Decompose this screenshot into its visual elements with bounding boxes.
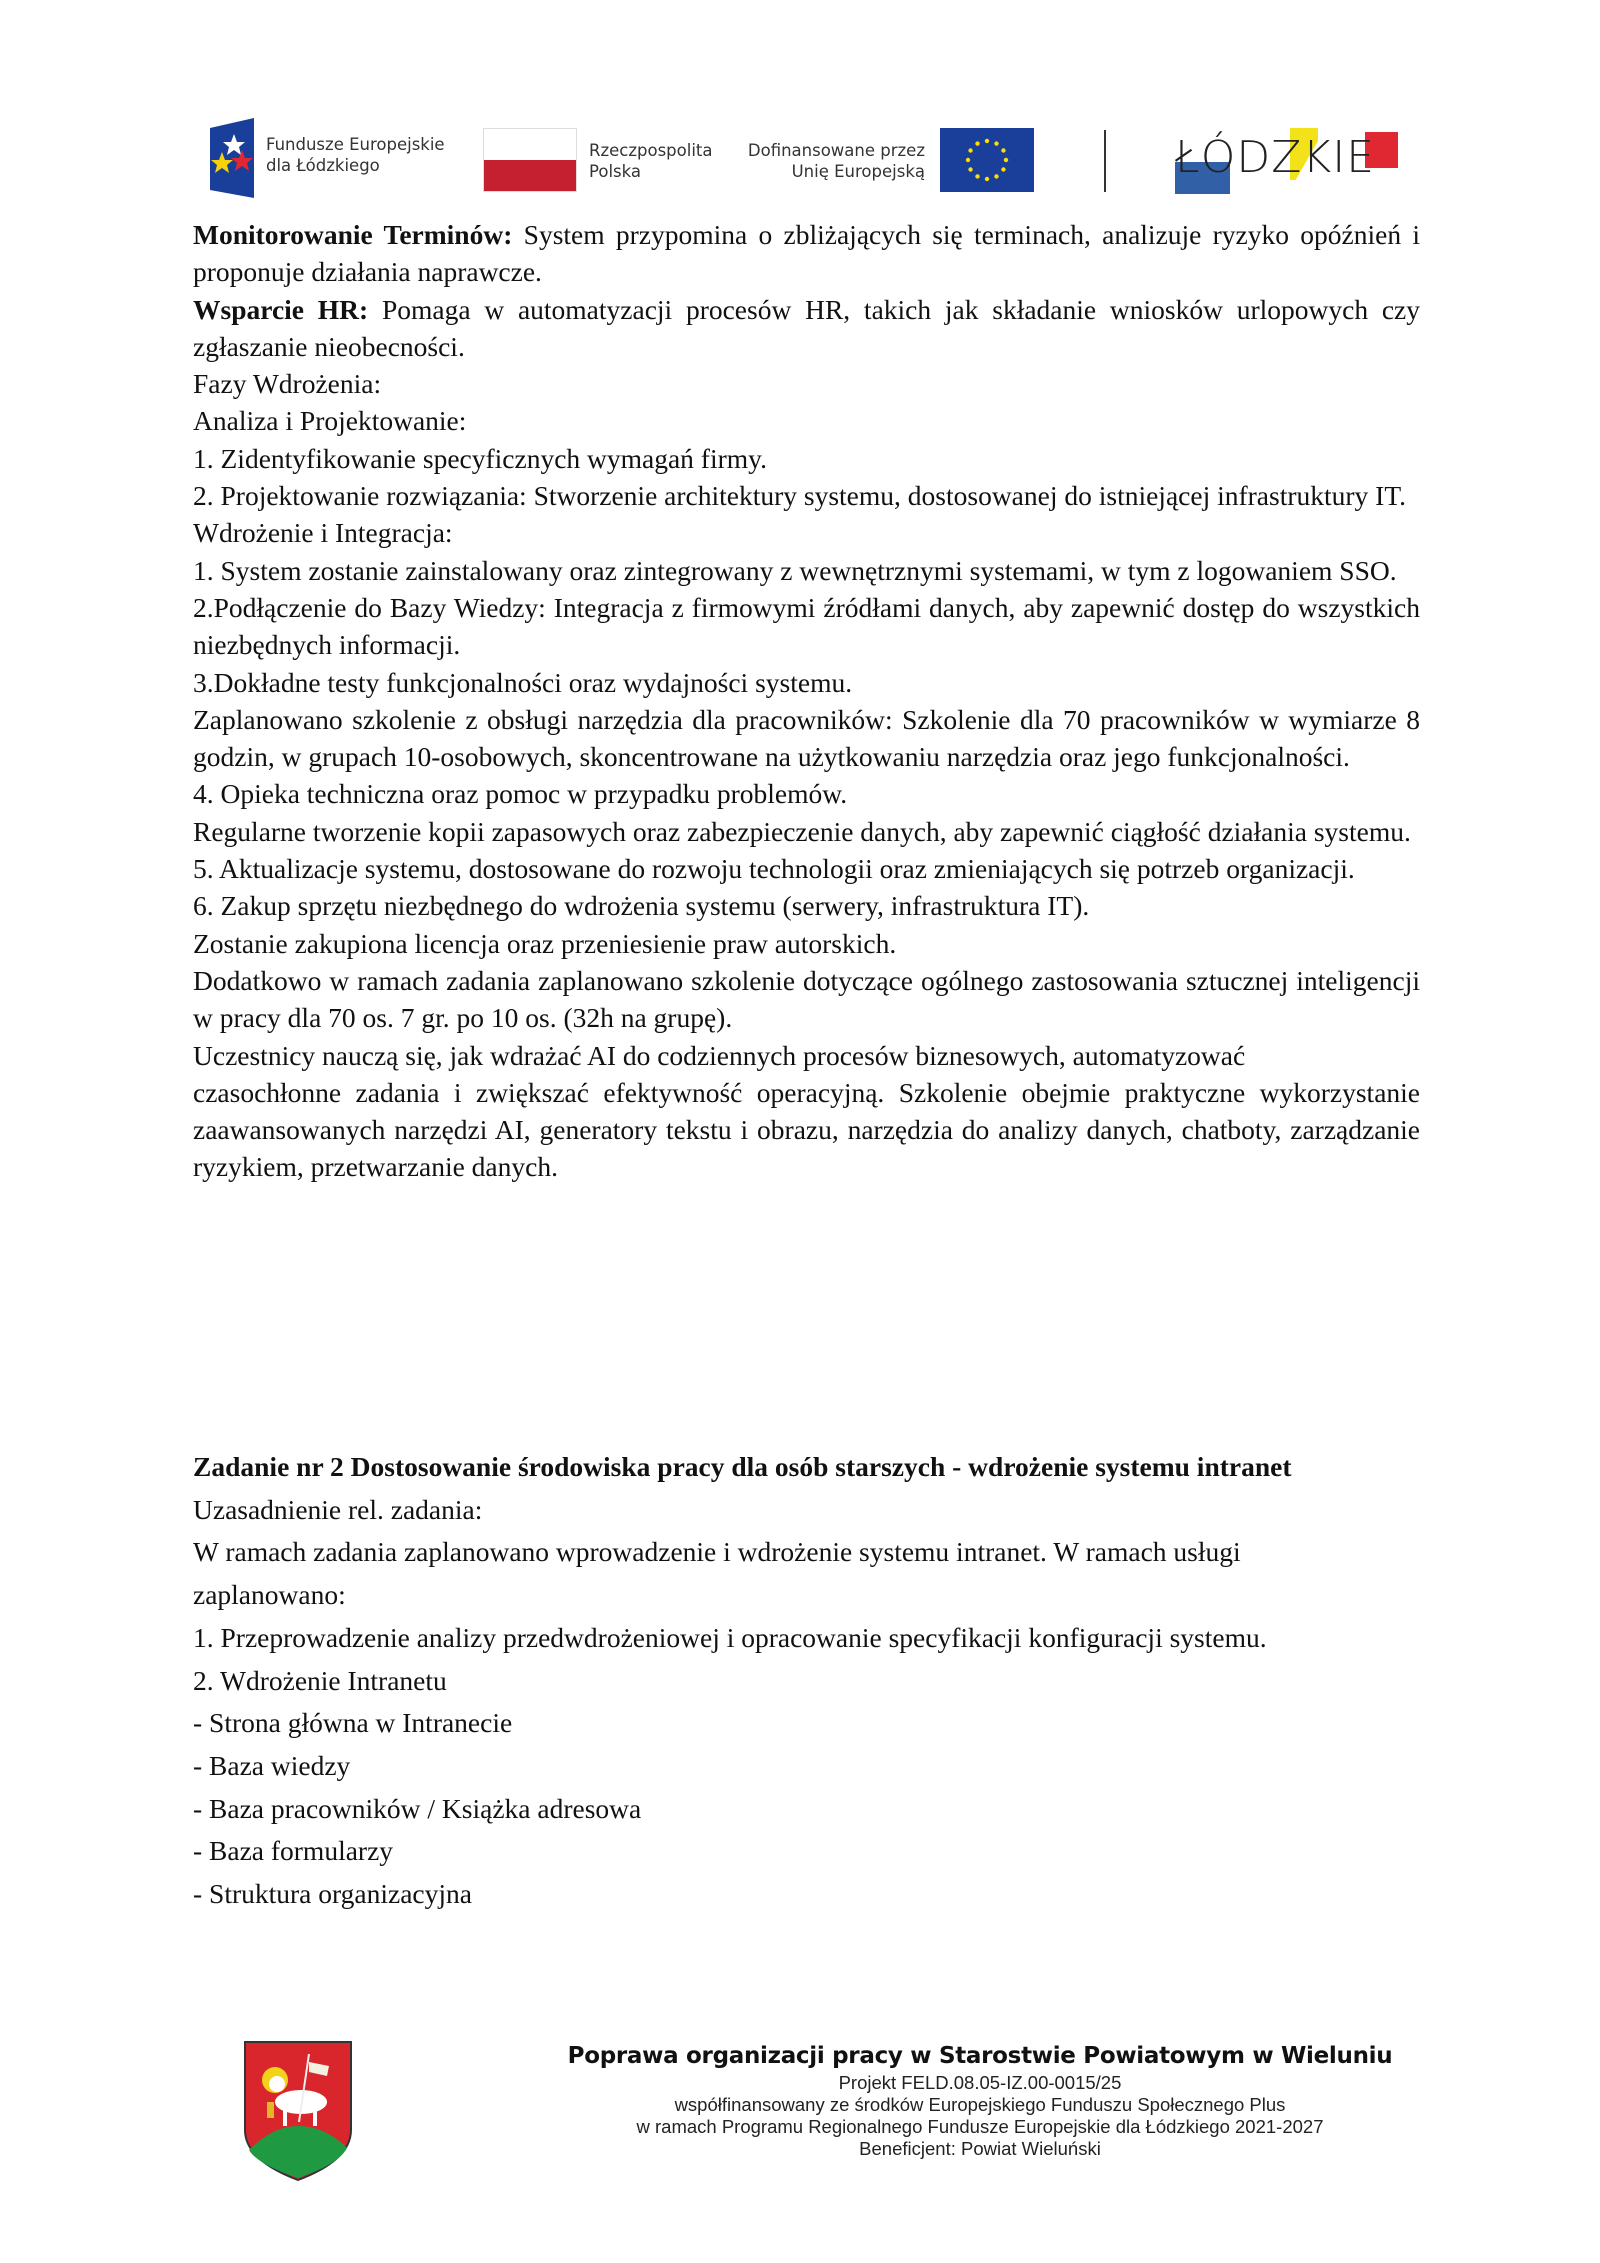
paragraph: zaplanowano:	[193, 1579, 346, 1611]
footer-cofinanced: współfinansowany ze środków Europejskiego Funduszu Społecznego Plus	[674, 2094, 1286, 2115]
subheading-wdrozenie: Wdrożenie i Integracja:	[193, 517, 453, 549]
section-2-body	[193, 1446, 1420, 1916]
fe-logo-line1: Fundusze Europejskie	[266, 135, 445, 154]
eu-star-icon	[994, 141, 998, 145]
eu-logo-text	[745, 140, 925, 182]
eu-star-icon	[975, 141, 979, 145]
list-item: 1. Przeprowadzenie analizy przedwdrożeniowej i opracowanie specyfikacji konfiguracji systemu.	[193, 1621, 1267, 1653]
subheading-fazy: Fazy Wdrożenia:	[193, 368, 382, 400]
list-item: 6. Zakup sprzętu niezbędnego do wdrożenia systemu (serwery, infrastruktura IT).	[193, 890, 1090, 922]
eu-flag-icon	[940, 128, 1034, 192]
eu-logo-line1: Dofinansowane przez	[747, 141, 925, 160]
list-item: - Baza pracowników / Książka adresowa	[193, 1792, 642, 1824]
list-item: - Baza wiedzy	[193, 1749, 351, 1781]
rzeczpospolita-polska-logo	[483, 112, 723, 200]
paragraph: Zostanie zakupiona licencja oraz przeniesienie praw autorskich.	[193, 927, 897, 959]
footer-project-number: Projekt FELD.08.05-IZ.00-0015/25	[838, 2072, 1122, 2093]
eu-star-icon	[985, 139, 989, 143]
wielun-coat-of-arms-icon	[243, 2040, 353, 2182]
list-item: 1. Zidentyfikowanie specyficznych wymagań firmy.	[193, 442, 767, 474]
footer-project-title: Poprawa organizacji pracy w Starostwie Powiatowym w Wieluniu	[567, 2043, 1393, 2069]
eu-star-icon	[968, 167, 972, 171]
eu-star-icon	[1001, 148, 1005, 152]
footer-beneficiary: Beneficjent: Powiat Wieluński	[859, 2138, 1101, 2159]
section-1-body	[193, 216, 1420, 1186]
paragraph-monitorowanie	[193, 216, 1420, 291]
header-logo-bar	[200, 112, 1420, 200]
eu-cofinanced-logo	[745, 112, 1085, 200]
paragraph: Zaplanowano szkolenie z obsługi narzędzia dla pracowników: Szkolenie dla 70 pracowników w wymiarze 8 godzin, w grupach 10-osobowych, skoncentrowane na użytkowaniu narzędzia oraz jego funkcjonalności.	[193, 703, 1420, 773]
lodzkie-logo	[1155, 112, 1415, 200]
list-item: - Strona główna w Intranecie	[193, 1707, 513, 1739]
subheading-analiza: Analiza i Projektowanie:	[193, 405, 467, 437]
eu-star-icon	[985, 177, 989, 181]
term-label: Wsparcie HR:	[193, 293, 369, 325]
list-item: 1. System zostanie zainstalowany oraz zintegrowany z wewnętrznymi systemami, w tym z logowaniem SSO.	[193, 554, 1397, 586]
pl-logo-line1: Rzeczpospolita	[589, 141, 713, 160]
polish-flag-icon	[483, 128, 577, 192]
fe-logo-text	[266, 134, 445, 176]
list-item: 2. Projektowanie rozwiązania: Stworzenie architektury systemu, dostosowanej do istniejącej infrastruktury IT.	[193, 480, 1406, 512]
subheading-uzasadnienie: Uzasadnienie rel. zadania:	[193, 1493, 483, 1525]
eu-star-icon	[994, 174, 998, 178]
list-item: 2.Podłączenie do Bazy Wiedzy: Integracja z firmowymi źródłami danych, aby zapewnić dostęp do wszystkich niezbędnych informacji.	[193, 591, 1420, 661]
eu-star-icon	[968, 148, 972, 152]
fundusze-europejskie-logo	[210, 112, 470, 200]
eu-star-icon	[975, 174, 979, 178]
pl-logo-line2: Polska	[589, 162, 642, 181]
fe-logo-line2: dla Łódzkiego	[266, 156, 380, 175]
paragraph: czasochłonne zadania i zwiększać efektywność operacyjną. Szkolenie obejmie praktyczne wykorzystanie zaawansowanych narzędzi AI, generatory tekstu i obrazu, narzędzia do analizy danych, chatboty, zarządzanie ryzykiem, przetwarzanie danych.	[193, 1076, 1420, 1183]
paragraph: Dodatkowo w ramach zadania zaplanowano szkolenie dotyczące ogólnego zastosowania sztucznej inteligencji w pracy dla 70 os. 7 gr. po 10 os. (32h na grupę).	[193, 964, 1420, 1034]
list-item: - Baza formularzy	[193, 1835, 394, 1867]
term-label: Monitorowanie Terminów:	[193, 219, 513, 250]
paragraph: Uczestnicy nauczą się, jak wdrażać AI do codziennych procesów biznesowych, automatyzować	[193, 1039, 1246, 1071]
paragraph-wsparcie-hr	[193, 291, 1420, 366]
paragraph: Regularne tworzenie kopii zapasowych oraz zabezpieczenie danych, aby zapewnić ciągłość działania systemu.	[193, 815, 1411, 847]
logo-divider	[1104, 130, 1106, 192]
paragraph: W ramach zadania zaplanowano wprowadzenie i wdrożenie systemu intranet. W ramach usługi	[193, 1536, 1241, 1568]
term-text: Pomaga w automatyzacji procesów HR, takich jak składanie wniosków urlopowych czy zgłaszanie nieobecności.	[193, 293, 1420, 362]
eu-logo-line2: Unię Europejską	[791, 162, 925, 181]
eu-star-icon	[966, 158, 970, 162]
eu-star-icon	[1001, 167, 1005, 171]
fe-flag-icon	[210, 118, 254, 198]
pl-logo-text	[589, 140, 713, 182]
footer-programme: w ramach Programu Regionalnego Fundusze Europejskie dla Łódzkiego 2021-2027	[636, 2116, 1324, 2137]
list-item: - Struktura organizacyjna	[193, 1878, 472, 1910]
lodzkie-logo-text: ŁÓDZKIE	[1175, 132, 1376, 183]
list-item: 2. Wdrożenie Intranetu	[193, 1664, 447, 1696]
eu-star-icon	[1004, 158, 1008, 162]
project-footer	[510, 2040, 1450, 2160]
task-2-heading: Zadanie nr 2 Dostosowanie środowiska pracy dla osób starszych - wdrożenie systemu intranet	[193, 1451, 1292, 1482]
list-item: 4. Opieka techniczna oraz pomoc w przypadku problemów.	[193, 778, 848, 810]
list-item: 5. Aktualizacje systemu, dostosowane do rozwoju technologii oraz zmieniających się potrzeb organizacji.	[193, 853, 1355, 885]
term-text: System przypomina o zbliżających się terminach, analizuje ryzyko opóźnień i proponuje działania naprawcze.	[193, 219, 1420, 288]
list-item: 3.Dokładne testy funkcjonalności oraz wydajności systemu.	[193, 666, 853, 698]
